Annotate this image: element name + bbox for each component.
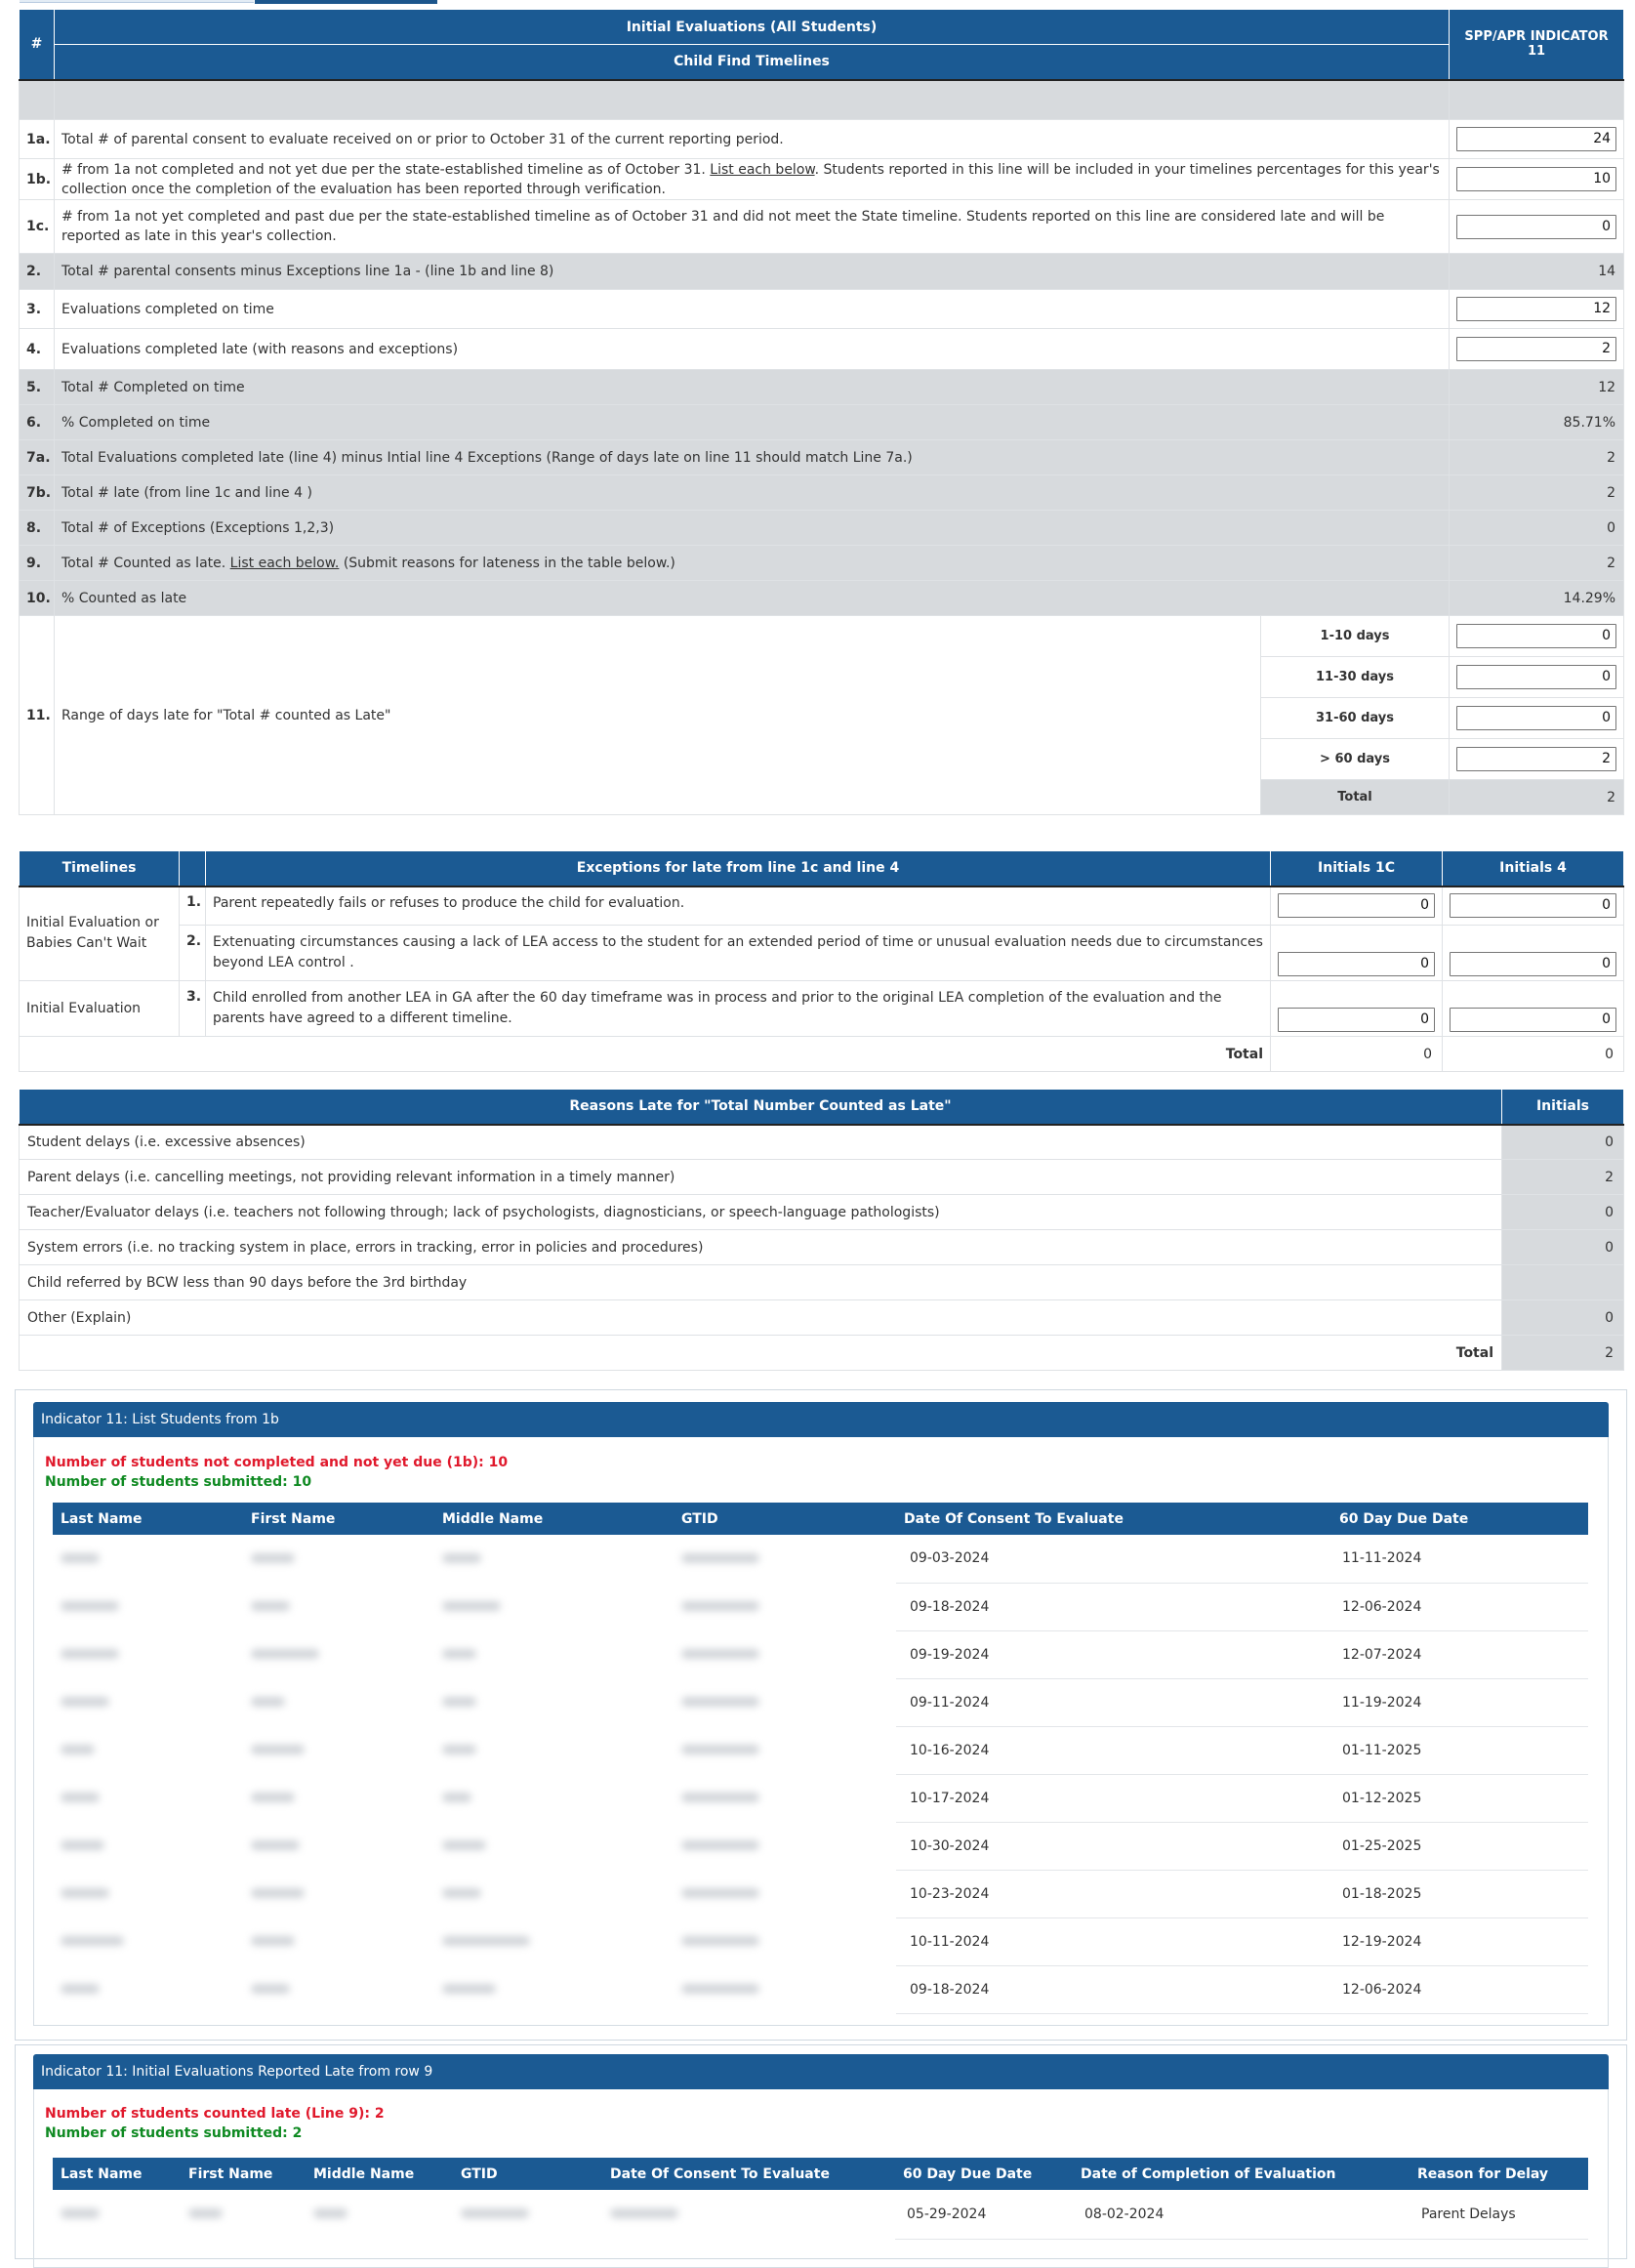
list-students-1b-panel <box>15 1389 1627 2041</box>
redacted-gtid <box>681 1793 759 1802</box>
indicator-header: SPP/APR INDICATOR 11 <box>1450 10 1624 80</box>
reason-row: Student delays (i.e. excessive absences) 0 <box>20 1125 1624 1160</box>
redacted-gtid <box>681 1840 759 1850</box>
row-7b: 7b. Total # late (from line 1c and line 4 ) 2 <box>20 475 1624 511</box>
table-row: 10-23-2024 01-18-2025 <box>53 1870 1588 1917</box>
row-3-input[interactable]: 12 <box>1456 297 1616 321</box>
list-each-below-link-9[interactable]: List each below. <box>229 555 340 571</box>
redacted-first-name <box>251 1840 300 1850</box>
redacted-last-name <box>61 1984 100 1994</box>
table-row: 10-11-2024 12-19-2024 <box>53 1917 1588 1965</box>
panel-1-not-completed-count: Number of students not completed and not yet due (1b): 10 <box>45 1455 509 1470</box>
redacted-gtid <box>681 1601 759 1611</box>
redacted-middle-name <box>442 1936 530 1946</box>
top-tab-strip <box>0 0 1635 6</box>
row-1c-label: # from 1a not yet completed and past due per the state-established timeline as of October 31 and did not meet the State timeline. Students reported on this line are considered late and will be reported as late in this year's collection. <box>55 200 1450 254</box>
exception-row-2: 2. Extenuating circumstances causing a lack of LEA access to the student for an extended period of time or unusual evaluation needs due to circumstances beyond LEA control . 0 0 <box>20 926 1624 981</box>
reasons-header: Reasons Late for "Total Number Counted as Late" <box>20 1090 1502 1125</box>
initial-evaluations-header: Initial Evaluations (All Students) <box>55 10 1450 45</box>
row-8: 8. Total # of Exceptions (Exceptions 1,2,3) 0 <box>20 511 1624 546</box>
tab-active[interactable] <box>255 0 437 4</box>
range-31-60-input[interactable]: 0 <box>1456 706 1616 730</box>
redacted-first-name <box>251 1745 305 1754</box>
row-11-range-4: > 60 days 2 <box>20 739 1624 780</box>
row-11-label: Range of days late for "Total # counted as Late" <box>55 616 1261 815</box>
redacted-first-name <box>251 1649 319 1659</box>
redacted-last-name <box>61 1745 95 1754</box>
row-2: 2. Total # parental consents minus Exceptions line 1a - (line 1b and line 8) 14 <box>20 254 1624 290</box>
redacted-middle-name <box>442 1745 476 1754</box>
redacted-middle-name <box>442 1553 481 1563</box>
redacted-last-name <box>61 1936 124 1946</box>
panel-2-counted-late: Number of students counted late (Line 9): 2 <box>45 2106 385 2122</box>
redacted-consent-date <box>610 2208 678 2218</box>
row-9: 9. Total # Counted as late. List each below. (Submit reasons for lateness in the table below.) 2 <box>20 546 1624 581</box>
redacted-last-name <box>61 1649 119 1659</box>
table-row: 10-30-2024 01-25-2025 <box>53 1822 1588 1870</box>
row-1c-input[interactable]: 0 <box>1456 215 1616 239</box>
redacted-gtid <box>681 1553 759 1563</box>
row-7a: 7a. Total Evaluations completed late (line 4) minus Intial line 4 Exceptions (Range of days late on line 11 should match Line 7a.) 2 <box>20 440 1624 475</box>
row-4: 4. Evaluations completed late (with reasons and exceptions) 2 <box>20 329 1624 370</box>
range-1-10-input[interactable]: 0 <box>1456 624 1616 648</box>
exception-1-1c-input[interactable]: 0 <box>1278 893 1435 918</box>
row-1a: 1a. Total # of parental consent to evaluate received on or prior to October 31 of the current reporting period. 24 <box>20 120 1624 159</box>
exception-1-4-input[interactable]: 0 <box>1450 893 1616 918</box>
row-11-range-2: 11-30 days 0 <box>20 657 1624 698</box>
reason-row: Parent delays (i.e. cancelling meetings, not providing relevant information in a timely manner) 2 <box>20 1160 1624 1195</box>
panel-1-submitted-count: Number of students submitted: 10 <box>45 1474 312 1490</box>
redacted-gtid <box>681 1984 759 1994</box>
students-1b-table: Last Name First Name Middle Name GTID Date Of Consent To Evaluate 60 Day Due Date 09-03-2024 11-11-2024 09-18-2024 12-06-2024 09-19-2024 12-07-2024 09-11-2024 11-19-2024 10-16-2024 01-11-2025 10-17-2024 01-12-2025 10-30-2024 01-25-2025 10-23-2024 01-18-2025 10-11-2024 12-19-2024 09-18-2024 12-06-2024 <box>53 1503 1588 2014</box>
tab-inactive[interactable] <box>20 0 254 3</box>
redacted-first-name <box>251 1984 290 1994</box>
redacted-last-name <box>61 1553 100 1563</box>
redacted-middle-name <box>442 1888 481 1898</box>
panel-1-title: Indicator 11: List Students from 1b <box>33 1402 1609 1437</box>
row-5: 5. Total # Completed on time 12 <box>20 370 1624 405</box>
redacted-first-name <box>251 1888 305 1898</box>
row-11-total: Total 2 <box>20 780 1624 815</box>
exception-row-1: Initial Evaluation or Babies Can't Wait 1. Parent repeatedly fails or refuses to produce the child for evaluation. 0 0 <box>20 887 1624 926</box>
exceptions-table <box>19 850 1624 1072</box>
redacted-gtid <box>681 1649 759 1659</box>
redacted-last-name <box>61 1601 119 1611</box>
initials-4-header: Initials 4 <box>1443 851 1624 887</box>
redacted-middle-name <box>442 1601 501 1611</box>
redacted-middle-name <box>442 1984 496 1994</box>
table-row: 09-18-2024 12-06-2024 <box>53 1583 1588 1630</box>
redacted-middle-name <box>442 1840 486 1850</box>
row-1b: 1b. # from 1a not completed and not yet due per the state-established timeline as of October 31. List each below. Students reported in this line will be included in your timelines percentages for this year's collection once the completion of the evaluation has been reported through verification. 10 <box>20 159 1624 200</box>
redacted-gtid <box>681 1888 759 1898</box>
reasons-initials-header: Initials <box>1502 1090 1624 1125</box>
reason-row: Child referred by BCW less than 90 days before the 3rd birthday <box>20 1265 1624 1300</box>
exception-total-row: Total 0 0 <box>20 1037 1624 1072</box>
redacted-first-name <box>251 1793 295 1802</box>
exception-2-1c-input[interactable]: 0 <box>1278 952 1435 976</box>
row-10: 10. % Counted as late 14.29% <box>20 581 1624 616</box>
redacted-gtid <box>461 2208 529 2218</box>
table-row: 09-11-2024 11-19-2024 <box>53 1678 1588 1726</box>
redacted-last-name <box>61 1697 109 1707</box>
reason-row: Other (Explain) 0 <box>20 1300 1624 1336</box>
row-11-range-1: 11. Range of days late for "Total # counted as Late" 1-10 days 0 <box>20 616 1624 657</box>
row-4-input[interactable]: 2 <box>1456 337 1616 361</box>
redacted-first-name <box>188 2208 223 2218</box>
late-students-table: Last Name First Name Middle Name GTID Date Of Consent To Evaluate 60 Day Due Date Date of Completion of Evaluation Reason for Delay 05-29-2024 08-02-2024 Parent Delays <box>53 2158 1588 2240</box>
table-row: 10-17-2024 01-12-2025 <box>53 1774 1588 1822</box>
timelines-header: Timelines <box>20 851 180 887</box>
initials-1c-header: Initials 1C <box>1271 851 1443 887</box>
row-1a-label: Total # of parental consent to evaluate received on or prior to October 31 of the current reporting period. <box>55 120 1450 159</box>
row-2-value: 14 <box>1450 254 1624 290</box>
table-row: 09-03-2024 11-11-2024 <box>53 1535 1588 1583</box>
indicator-11-table <box>19 9 1624 815</box>
timeline-initial-eval: Initial Evaluation <box>20 981 180 1037</box>
redacted-middle-name <box>442 1649 476 1659</box>
range-over-60-input[interactable]: 2 <box>1456 747 1616 771</box>
panel-2-title: Indicator 11: Initial Evaluations Reported Late from row 9 <box>33 2054 1609 2089</box>
reason-row: Teacher/Evaluator delays (i.e. teachers not following through; lack of psychologists, diagnosticians, or speech-language pathologists) 0 <box>20 1195 1624 1230</box>
row-1b-label: # from 1a not completed and not yet due per the state-established timeline as of October 31. List each below. Students reported in this line will be included in your timelines percentages for this year's collection once the completion of the evaluation has been reported through verification. <box>55 159 1450 200</box>
redacted-last-name <box>61 2208 100 2218</box>
child-find-header: Child Find Timelines <box>55 45 1450 80</box>
reasons-total: 2 <box>1502 1336 1624 1371</box>
redacted-first-name <box>251 1601 290 1611</box>
redacted-gtid <box>681 1745 759 1754</box>
redacted-first-name <box>251 1697 285 1707</box>
redacted-last-name <box>61 1793 100 1802</box>
range-11-30-input[interactable]: 0 <box>1456 665 1616 689</box>
timeline-initial-eval-bcw: Initial Evaluation or Babies Can't Wait <box>20 887 180 981</box>
row-3: 3. Evaluations completed on time 12 <box>20 290 1624 329</box>
table-row: 10-16-2024 01-11-2025 <box>53 1726 1588 1774</box>
exception-3-4-input[interactable]: 0 <box>1450 1008 1616 1032</box>
reasons-late-table <box>19 1089 1624 1371</box>
exceptions-header: Exceptions for late from line 1c and line 4 <box>206 851 1271 887</box>
spacer-row <box>20 80 1624 120</box>
redacted-last-name <box>61 1888 109 1898</box>
table-row: 09-19-2024 12-07-2024 <box>53 1630 1588 1678</box>
row-6: 6. % Completed on time 85.71% <box>20 405 1624 440</box>
redacted-last-name <box>61 1840 104 1850</box>
range-total: 2 <box>1450 780 1624 815</box>
exception-row-3: Initial Evaluation 3. Child enrolled from another LEA in GA after the 60 day timeframe was in process and prior to the original LEA completion of the evaluation and the parents have agreed to a different timeline. 0 0 <box>20 981 1624 1037</box>
row-11-range-3: 31-60 days 0 <box>20 698 1624 739</box>
late-evaluations-panel <box>15 2044 1627 2259</box>
redacted-first-name <box>251 1936 295 1946</box>
redacted-first-name <box>251 1553 295 1563</box>
redacted-middle-name <box>442 1697 476 1707</box>
row-1c: 1c. # from 1a not yet completed and past due per the state-established timeline as of October 31 and did not meet the State timeline. Students reported on this line are considered late and will be reported as late in this year's collection. 0 <box>20 200 1624 254</box>
table-row: 09-18-2024 12-06-2024 <box>53 1965 1588 2013</box>
redacted-middle-name <box>442 1793 471 1802</box>
redacted-middle-name <box>313 2208 347 2218</box>
redacted-gtid <box>681 1697 759 1707</box>
hash-header: # <box>20 10 55 80</box>
panel-2-submitted-count: Number of students submitted: 2 <box>45 2125 303 2141</box>
row-1a-input[interactable]: 24 <box>1456 127 1616 151</box>
redacted-gtid <box>681 1936 759 1946</box>
exception-2-4-input[interactable]: 0 <box>1450 952 1616 976</box>
reason-total-row: Total 2 <box>20 1336 1624 1371</box>
exception-3-1c-input[interactable]: 0 <box>1278 1008 1435 1032</box>
exception-total-4: 0 <box>1443 1037 1624 1072</box>
exception-total-1c: 0 <box>1271 1037 1443 1072</box>
row-1b-input[interactable]: 10 <box>1456 167 1616 191</box>
table-row: 05-29-2024 08-02-2024 Parent Delays <box>53 2190 1588 2239</box>
list-each-below-link[interactable]: List each below <box>710 161 815 178</box>
reason-row: System errors (i.e. no tracking system in place, errors in tracking, error in policies and procedures) 0 <box>20 1230 1624 1265</box>
